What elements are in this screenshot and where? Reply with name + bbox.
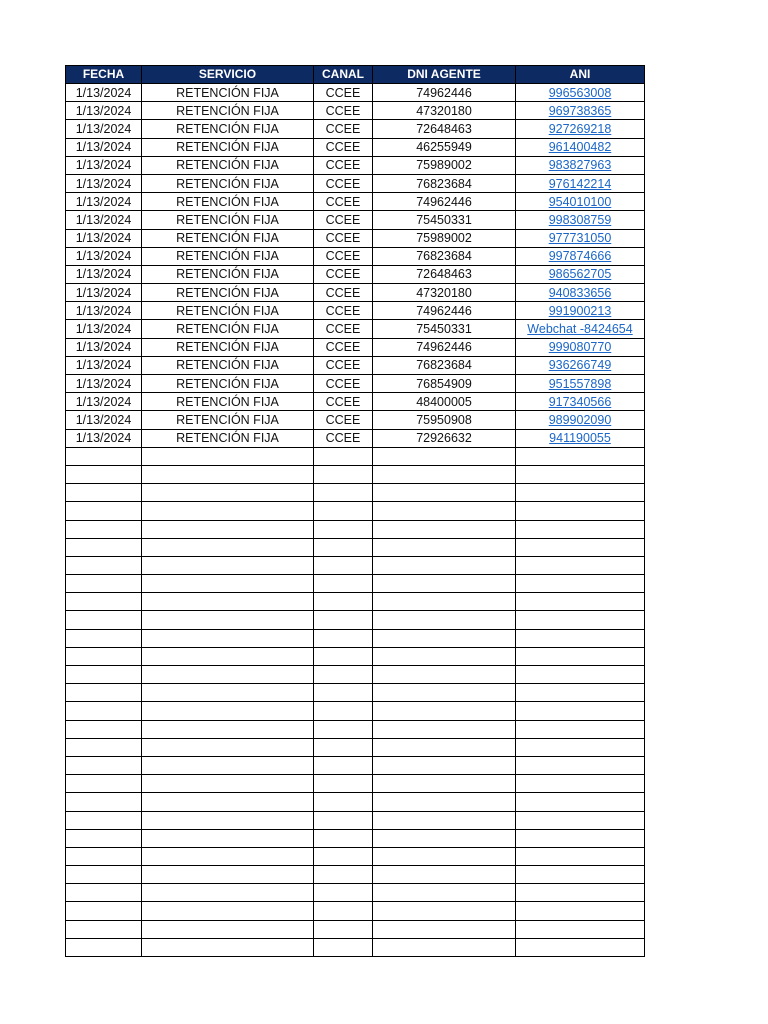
cell-fecha: 1/13/2024	[66, 229, 142, 247]
empty-cell[interactable]	[142, 720, 314, 738]
cell-fecha: 1/13/2024	[66, 284, 142, 302]
empty-cell[interactable]	[373, 756, 516, 774]
empty-cell[interactable]	[314, 538, 373, 556]
cell-servicio: RETENCIÓN FIJA	[142, 320, 314, 338]
header-row	[66, 66, 645, 84]
empty-cell[interactable]	[373, 611, 516, 629]
cell-fecha: 1/13/2024	[66, 174, 142, 192]
table-row[interactable]	[66, 193, 645, 211]
empty-cell[interactable]	[314, 920, 373, 938]
empty-cell[interactable]	[66, 520, 142, 538]
empty-cell[interactable]	[142, 702, 314, 720]
cell-ani[interactable]: 951557898	[516, 375, 645, 393]
column-header-dni-agente[interactable]: DNI AGENTE	[373, 66, 516, 84]
cell-dni-agente: 76823684	[373, 174, 516, 192]
empty-cell[interactable]	[516, 484, 645, 502]
empty-row[interactable]	[66, 756, 645, 774]
cell-dni-agente: 72926632	[373, 429, 516, 447]
cell-fecha: 1/13/2024	[66, 393, 142, 411]
empty-cell[interactable]	[142, 829, 314, 847]
empty-row[interactable]	[66, 920, 645, 938]
empty-row[interactable]	[66, 829, 645, 847]
column-header-canal[interactable]: CANAL	[314, 66, 373, 84]
empty-row[interactable]	[66, 684, 645, 702]
empty-cell[interactable]	[66, 593, 142, 611]
empty-cell[interactable]	[66, 647, 142, 665]
empty-cell[interactable]	[142, 575, 314, 593]
cell-ani[interactable]: 986562705	[516, 265, 645, 283]
empty-cell[interactable]	[314, 647, 373, 665]
cell-ani[interactable]: Webchat -8424654	[516, 320, 645, 338]
empty-row[interactable]	[66, 611, 645, 629]
empty-cell[interactable]	[373, 520, 516, 538]
empty-cell[interactable]	[142, 593, 314, 611]
empty-cell[interactable]	[314, 556, 373, 574]
empty-cell[interactable]	[516, 684, 645, 702]
empty-cell[interactable]	[516, 811, 645, 829]
empty-cell[interactable]	[66, 811, 142, 829]
empty-cell[interactable]	[142, 611, 314, 629]
empty-cell[interactable]	[66, 738, 142, 756]
empty-cell[interactable]	[314, 793, 373, 811]
empty-cell[interactable]	[142, 465, 314, 483]
cell-fecha: 1/13/2024	[66, 102, 142, 120]
empty-cell[interactable]	[66, 484, 142, 502]
cell-canal: CCEE	[314, 356, 373, 374]
cell-ani[interactable]: 940833656	[516, 284, 645, 302]
cell-ani[interactable]: 917340566	[516, 393, 645, 411]
cell-fecha: 1/13/2024	[66, 429, 142, 447]
empty-cell[interactable]	[373, 465, 516, 483]
cell-fecha: 1/13/2024	[66, 84, 142, 102]
empty-cell[interactable]	[314, 502, 373, 520]
empty-cell[interactable]	[516, 702, 645, 720]
cell-ani[interactable]: 983827963	[516, 156, 645, 174]
table-row[interactable]	[66, 356, 645, 374]
cell-canal: CCEE	[314, 229, 373, 247]
empty-cell[interactable]	[142, 520, 314, 538]
cell-fecha: 1/13/2024	[66, 156, 142, 174]
cell-canal: CCEE	[314, 338, 373, 356]
empty-row[interactable]	[66, 575, 645, 593]
empty-cell[interactable]	[66, 465, 142, 483]
empty-cell[interactable]	[66, 629, 142, 647]
table-body	[66, 84, 645, 957]
cell-servicio: RETENCIÓN FIJA	[142, 393, 314, 411]
cell-canal: CCEE	[314, 211, 373, 229]
cell-canal: CCEE	[314, 193, 373, 211]
cell-canal: CCEE	[314, 429, 373, 447]
empty-cell[interactable]	[516, 520, 645, 538]
empty-cell[interactable]	[373, 666, 516, 684]
cell-dni-agente: 75950908	[373, 411, 516, 429]
empty-row[interactable]	[66, 538, 645, 556]
empty-cell[interactable]	[66, 866, 142, 884]
empty-cell[interactable]	[142, 647, 314, 665]
empty-row[interactable]	[66, 502, 645, 520]
cell-dni-agente: 76823684	[373, 356, 516, 374]
empty-cell[interactable]	[516, 593, 645, 611]
empty-cell[interactable]	[142, 538, 314, 556]
empty-cell[interactable]	[516, 938, 645, 956]
empty-cell[interactable]	[66, 502, 142, 520]
empty-cell[interactable]	[66, 920, 142, 938]
cell-ani[interactable]: 941190055	[516, 429, 645, 447]
empty-cell[interactable]	[66, 720, 142, 738]
empty-cell[interactable]	[516, 793, 645, 811]
empty-cell[interactable]	[516, 738, 645, 756]
cell-servicio: RETENCIÓN FIJA	[142, 411, 314, 429]
table-row[interactable]	[66, 120, 645, 138]
empty-cell[interactable]	[373, 938, 516, 956]
empty-row[interactable]	[66, 465, 645, 483]
empty-cell[interactable]	[516, 920, 645, 938]
cell-servicio: RETENCIÓN FIJA	[142, 284, 314, 302]
cell-canal: CCEE	[314, 120, 373, 138]
table-row[interactable]	[66, 229, 645, 247]
empty-cell[interactable]	[314, 629, 373, 647]
table-row[interactable]	[66, 320, 645, 338]
cell-canal: CCEE	[314, 411, 373, 429]
empty-cell[interactable]	[516, 847, 645, 865]
cell-ani[interactable]: 954010100	[516, 193, 645, 211]
empty-row[interactable]	[66, 775, 645, 793]
cell-ani[interactable]: 989902090	[516, 411, 645, 429]
cell-fecha: 1/13/2024	[66, 265, 142, 283]
cell-fecha: 1/13/2024	[66, 120, 142, 138]
empty-cell[interactable]	[314, 866, 373, 884]
empty-row[interactable]	[66, 720, 645, 738]
empty-cell[interactable]	[142, 556, 314, 574]
cell-ani[interactable]: 998308759	[516, 211, 645, 229]
cell-dni-agente: 75450331	[373, 320, 516, 338]
cell-servicio: RETENCIÓN FIJA	[142, 302, 314, 320]
cell-canal: CCEE	[314, 156, 373, 174]
empty-cell[interactable]	[66, 666, 142, 684]
empty-row[interactable]	[66, 884, 645, 902]
empty-cell[interactable]	[373, 484, 516, 502]
empty-cell[interactable]	[314, 938, 373, 956]
empty-cell[interactable]	[373, 738, 516, 756]
empty-cell[interactable]	[142, 484, 314, 502]
empty-cell[interactable]	[373, 538, 516, 556]
empty-cell[interactable]	[516, 756, 645, 774]
empty-cell[interactable]	[516, 447, 645, 465]
cell-fecha: 1/13/2024	[66, 302, 142, 320]
cell-ani[interactable]: 969738365	[516, 102, 645, 120]
empty-cell[interactable]	[373, 866, 516, 884]
cell-dni-agente: 75989002	[373, 156, 516, 174]
column-header-ani[interactable]: ANI	[516, 66, 645, 84]
cell-canal: CCEE	[314, 247, 373, 265]
empty-cell[interactable]	[516, 556, 645, 574]
table-row[interactable]	[66, 84, 645, 102]
empty-cell[interactable]	[66, 575, 142, 593]
empty-cell[interactable]	[142, 866, 314, 884]
empty-cell[interactable]	[142, 811, 314, 829]
empty-cell[interactable]	[516, 720, 645, 738]
agent-retention-table	[65, 65, 645, 957]
empty-cell[interactable]	[314, 465, 373, 483]
cell-canal: CCEE	[314, 174, 373, 192]
empty-cell[interactable]	[142, 884, 314, 902]
cell-servicio: RETENCIÓN FIJA	[142, 375, 314, 393]
empty-cell[interactable]	[314, 666, 373, 684]
empty-cell[interactable]	[373, 793, 516, 811]
empty-row[interactable]	[66, 702, 645, 720]
empty-cell[interactable]	[314, 811, 373, 829]
cell-dni-agente: 75989002	[373, 229, 516, 247]
empty-cell[interactable]	[516, 647, 645, 665]
empty-cell[interactable]	[314, 756, 373, 774]
empty-cell[interactable]	[373, 684, 516, 702]
cell-servicio: RETENCIÓN FIJA	[142, 247, 314, 265]
empty-cell[interactable]	[373, 593, 516, 611]
table-row[interactable]	[66, 429, 645, 447]
cell-ani[interactable]: 999080770	[516, 338, 645, 356]
cell-ani[interactable]: 936266749	[516, 356, 645, 374]
table-row[interactable]	[66, 265, 645, 283]
cell-dni-agente: 72648463	[373, 120, 516, 138]
cell-canal: CCEE	[314, 320, 373, 338]
cell-fecha: 1/13/2024	[66, 356, 142, 374]
empty-row[interactable]	[66, 629, 645, 647]
empty-row[interactable]	[66, 647, 645, 665]
empty-cell[interactable]	[66, 556, 142, 574]
cell-ani[interactable]: 997874666	[516, 247, 645, 265]
cell-servicio: RETENCIÓN FIJA	[142, 265, 314, 283]
empty-cell[interactable]	[373, 920, 516, 938]
empty-cell[interactable]	[373, 811, 516, 829]
empty-cell[interactable]	[142, 738, 314, 756]
empty-cell[interactable]	[142, 629, 314, 647]
empty-cell[interactable]	[373, 629, 516, 647]
empty-cell[interactable]	[373, 556, 516, 574]
empty-cell[interactable]	[66, 829, 142, 847]
empty-row[interactable]	[66, 593, 645, 611]
cell-ani[interactable]: 977731050	[516, 229, 645, 247]
empty-cell[interactable]	[314, 720, 373, 738]
cell-servicio: RETENCIÓN FIJA	[142, 193, 314, 211]
empty-cell[interactable]	[142, 775, 314, 793]
empty-cell[interactable]	[66, 884, 142, 902]
cell-servicio: RETENCIÓN FIJA	[142, 120, 314, 138]
cell-dni-agente: 75450331	[373, 211, 516, 229]
empty-row[interactable]	[66, 738, 645, 756]
empty-cell[interactable]	[66, 847, 142, 865]
table-row[interactable]	[66, 211, 645, 229]
table-row[interactable]	[66, 302, 645, 320]
cell-servicio: RETENCIÓN FIJA	[142, 229, 314, 247]
empty-cell[interactable]	[314, 484, 373, 502]
table-row[interactable]	[66, 411, 645, 429]
cell-dni-agente: 46255949	[373, 138, 516, 156]
table-row[interactable]	[66, 375, 645, 393]
empty-cell[interactable]	[66, 793, 142, 811]
empty-cell[interactable]	[373, 829, 516, 847]
empty-cell[interactable]	[66, 538, 142, 556]
empty-cell[interactable]	[516, 502, 645, 520]
empty-cell[interactable]	[142, 447, 314, 465]
empty-cell[interactable]	[516, 575, 645, 593]
cell-ani[interactable]: 996563008	[516, 84, 645, 102]
empty-cell[interactable]	[314, 829, 373, 847]
empty-cell[interactable]	[373, 647, 516, 665]
empty-cell[interactable]	[142, 666, 314, 684]
empty-cell[interactable]	[373, 502, 516, 520]
empty-cell[interactable]	[66, 902, 142, 920]
empty-cell[interactable]	[373, 702, 516, 720]
empty-cell[interactable]	[373, 847, 516, 865]
table-header	[66, 66, 645, 84]
empty-cell[interactable]	[516, 884, 645, 902]
table-row[interactable]	[66, 338, 645, 356]
cell-dni-agente: 74962446	[373, 84, 516, 102]
empty-cell[interactable]	[142, 756, 314, 774]
empty-cell[interactable]	[142, 502, 314, 520]
empty-cell[interactable]	[314, 520, 373, 538]
empty-cell[interactable]	[66, 775, 142, 793]
cell-canal: CCEE	[314, 375, 373, 393]
cell-ani[interactable]: 991900213	[516, 302, 645, 320]
empty-cell[interactable]	[314, 738, 373, 756]
empty-cell[interactable]	[314, 447, 373, 465]
empty-cell[interactable]	[516, 829, 645, 847]
empty-cell[interactable]	[66, 938, 142, 956]
empty-cell[interactable]	[314, 593, 373, 611]
empty-row[interactable]	[66, 793, 645, 811]
empty-cell[interactable]	[314, 575, 373, 593]
empty-cell[interactable]	[314, 684, 373, 702]
empty-cell[interactable]	[314, 702, 373, 720]
cell-ani[interactable]: 961400482	[516, 138, 645, 156]
cell-dni-agente: 74962446	[373, 302, 516, 320]
cell-fecha: 1/13/2024	[66, 375, 142, 393]
empty-cell[interactable]	[66, 684, 142, 702]
table-row[interactable]	[66, 284, 645, 302]
cell-servicio: RETENCIÓN FIJA	[142, 429, 314, 447]
cell-dni-agente: 72648463	[373, 265, 516, 283]
empty-row[interactable]	[66, 666, 645, 684]
empty-cell[interactable]	[516, 866, 645, 884]
empty-cell[interactable]	[516, 611, 645, 629]
empty-row[interactable]	[66, 847, 645, 865]
empty-cell[interactable]	[373, 902, 516, 920]
empty-cell[interactable]	[516, 538, 645, 556]
cell-servicio: RETENCIÓN FIJA	[142, 174, 314, 192]
cell-dni-agente: 74962446	[373, 338, 516, 356]
cell-canal: CCEE	[314, 102, 373, 120]
cell-fecha: 1/13/2024	[66, 193, 142, 211]
empty-cell[interactable]	[142, 684, 314, 702]
empty-cell[interactable]	[142, 920, 314, 938]
cell-ani[interactable]: 976142214	[516, 174, 645, 192]
cell-dni-agente: 76823684	[373, 247, 516, 265]
empty-row[interactable]	[66, 938, 645, 956]
empty-row[interactable]	[66, 447, 645, 465]
empty-cell[interactable]	[373, 575, 516, 593]
table-row[interactable]	[66, 138, 645, 156]
table-row[interactable]	[66, 247, 645, 265]
table-row[interactable]	[66, 393, 645, 411]
empty-row[interactable]	[66, 484, 645, 502]
table-row[interactable]	[66, 174, 645, 192]
empty-cell[interactable]	[66, 756, 142, 774]
empty-cell[interactable]	[516, 902, 645, 920]
empty-cell[interactable]	[314, 902, 373, 920]
empty-cell[interactable]	[66, 611, 142, 629]
empty-cell[interactable]	[516, 465, 645, 483]
cell-fecha: 1/13/2024	[66, 320, 142, 338]
cell-dni-agente: 76854909	[373, 375, 516, 393]
empty-row[interactable]	[66, 866, 645, 884]
empty-cell[interactable]	[314, 847, 373, 865]
cell-dni-agente: 74962446	[373, 193, 516, 211]
cell-ani[interactable]: 927269218	[516, 120, 645, 138]
empty-cell[interactable]	[373, 775, 516, 793]
empty-cell[interactable]	[373, 884, 516, 902]
empty-cell[interactable]	[66, 702, 142, 720]
empty-cell[interactable]	[373, 720, 516, 738]
empty-row[interactable]	[66, 520, 645, 538]
empty-cell[interactable]	[516, 629, 645, 647]
empty-cell[interactable]	[142, 847, 314, 865]
cell-fecha: 1/13/2024	[66, 338, 142, 356]
empty-row[interactable]	[66, 556, 645, 574]
empty-cell[interactable]	[314, 884, 373, 902]
empty-cell[interactable]	[142, 938, 314, 956]
column-header-fecha[interactable]: FECHA	[66, 66, 142, 84]
cell-dni-agente: 48400005	[373, 393, 516, 411]
empty-cell[interactable]	[516, 666, 645, 684]
cell-servicio: RETENCIÓN FIJA	[142, 138, 314, 156]
cell-servicio: RETENCIÓN FIJA	[142, 102, 314, 120]
column-header-servicio[interactable]: SERVICIO	[142, 66, 314, 84]
cell-canal: CCEE	[314, 265, 373, 283]
cell-canal: CCEE	[314, 284, 373, 302]
empty-cell[interactable]	[66, 447, 142, 465]
empty-cell[interactable]	[314, 611, 373, 629]
empty-cell[interactable]	[516, 775, 645, 793]
cell-servicio: RETENCIÓN FIJA	[142, 356, 314, 374]
cell-servicio: RETENCIÓN FIJA	[142, 211, 314, 229]
table-row[interactable]	[66, 156, 645, 174]
cell-dni-agente: 47320180	[373, 102, 516, 120]
cell-fecha: 1/13/2024	[66, 411, 142, 429]
empty-cell[interactable]	[142, 902, 314, 920]
empty-cell[interactable]	[373, 447, 516, 465]
cell-canal: CCEE	[314, 302, 373, 320]
cell-servicio: RETENCIÓN FIJA	[142, 338, 314, 356]
cell-canal: CCEE	[314, 138, 373, 156]
cell-canal: CCEE	[314, 84, 373, 102]
empty-cell[interactable]	[314, 775, 373, 793]
cell-fecha: 1/13/2024	[66, 247, 142, 265]
empty-cell[interactable]	[142, 793, 314, 811]
empty-row[interactable]	[66, 902, 645, 920]
table-row[interactable]	[66, 102, 645, 120]
cell-servicio: RETENCIÓN FIJA	[142, 156, 314, 174]
cell-fecha: 1/13/2024	[66, 211, 142, 229]
cell-servicio: RETENCIÓN FIJA	[142, 84, 314, 102]
cell-canal: CCEE	[314, 393, 373, 411]
cell-dni-agente: 47320180	[373, 284, 516, 302]
cell-fecha: 1/13/2024	[66, 138, 142, 156]
empty-row[interactable]	[66, 811, 645, 829]
